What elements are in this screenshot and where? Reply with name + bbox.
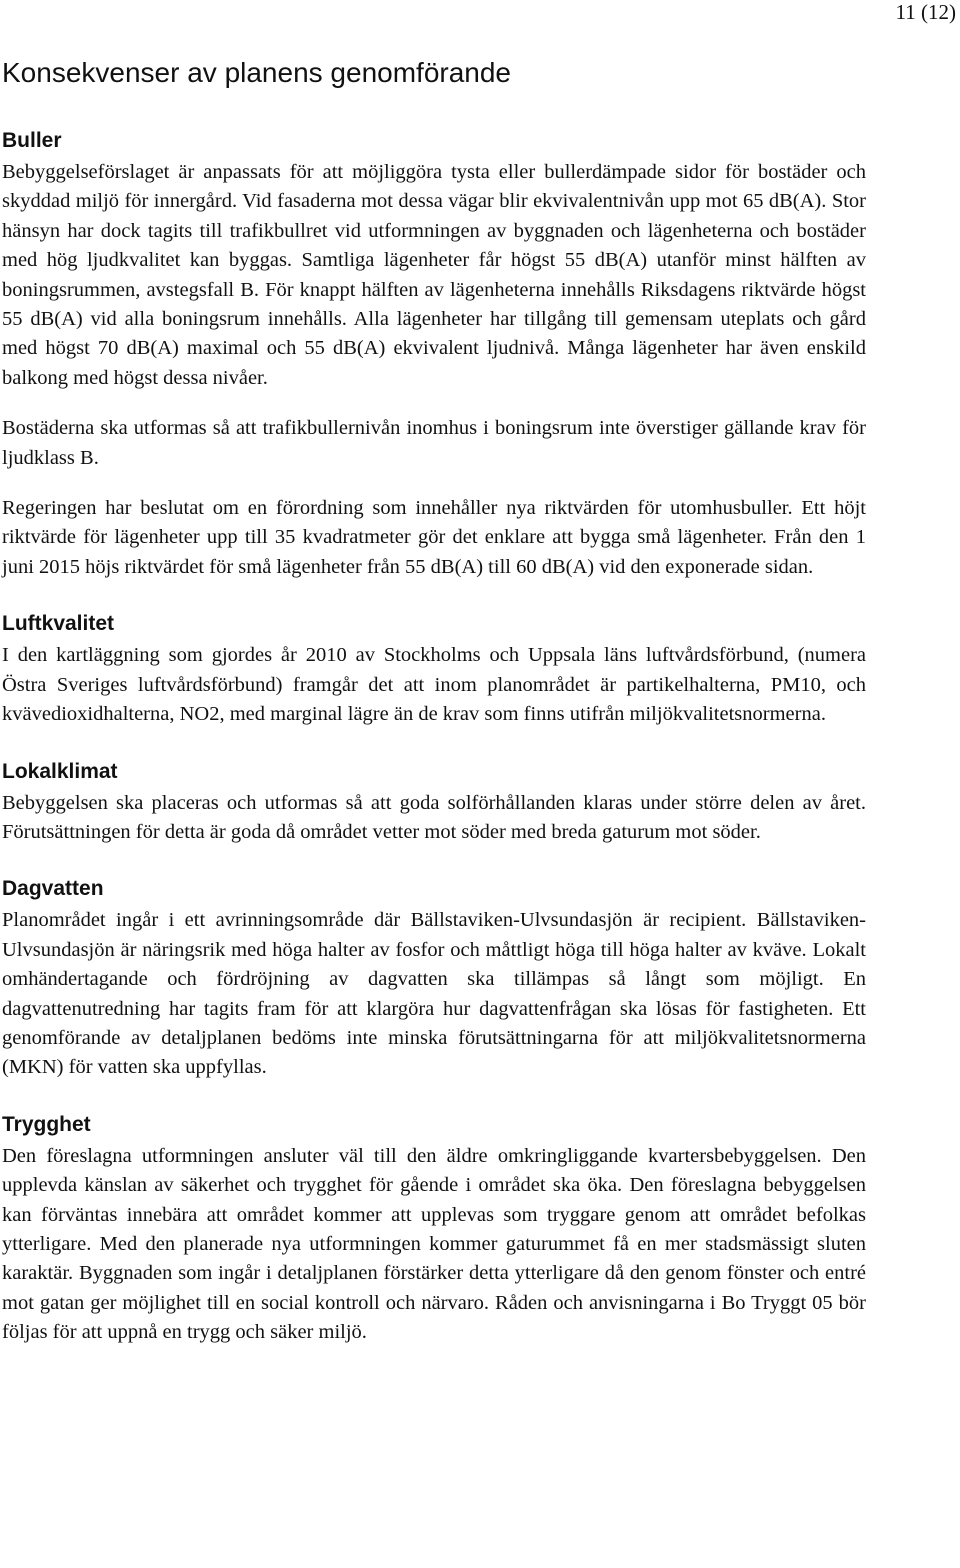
paragraph: Den föreslagna utformningen ansluter väl till den äldre omkringliggande kvartersbebyggelsen. Den upplevda känslan av säkerhet och trygghet för gående i området ska öka. Den föreslagna bebyggelsen kan förväntas innebära att området kommer att upplevas som tryggare genom att området befolkas ytterligare. Med den planerade nya utformningen kommer gaturummet få en mer stadsmässigt sluten karaktär. Byggnaden som ingår i detaljplanen förstärker detta ytterligare då den genom fönster och entré mot gatan ger möjlighet till en social kontroll och närvaro. Råden och anvisningarna i Bo Tryggt 05 bör följas för att uppnå en trygg och säker miljö. [2, 1144, 866, 1344]
section-heading-buller: Buller [2, 129, 62, 152]
document-body [2, 126, 866, 1375]
paragraph: Regeringen har beslutat om en förordning som innehåller nya riktvärden för utomhusbuller. Ett höjt riktvärde för lägenheter upp till 35 kvadratmeter gör det enklare att bygga små lägenheter. Från den 1 juni 2015 höjs riktvärdet för små lägenheter från 55 dB(A) till 60 dB(A) vid den exponerade sidan. [2, 497, 866, 578]
section-heading-lokalklimat: Lokalklimat [2, 759, 118, 783]
paragraph: Bebyggelseförslaget är anpassats för att möjliggöra tysta eller bullerdämpade sidor för bostäder och skyddad miljö för innergård. Vid fasaderna mot dessa vägar blir ekvivalentnivån upp mot 65 dB(A). Stor hänsyn har dock tagits till trafikbullret vid utformningen av byggnaden och lägenheterna och bostäder med hög ljudkvalitet kan byggas. Samtliga lägenheter får högst 55 dB(A) utanför minst hälften av boningsrummen, avstegsfall B. För knappt hälften av lägenheterna innehålls Riksdagens riktvärde högst 55 dB(A) vid alla boningsrum innehålls. Alla lägenheter har tillgång till gemensam uteplats och gård med högst 70 dB(A) maximal och 55 dB(A) ekvivalent ljudnivå. Många lägenheter har även enskild balkong med högst dessa nivåer. [2, 161, 866, 389]
section-heading-dagvatten: Dagvatten [2, 877, 104, 901]
section-luftkvalitet [2, 609, 866, 729]
paragraph: Planområdet ingår i ett avrinningsområde där Bällstaviken-Ulvsundasjön är recipient. Bällstaviken-Ulvsundasjön är näringsrik med höga halter av fosfor och måttligt höga till höga halter av kväve. Lokalt omhändertagande och fördröjning av dagvatten ska tillämpas så långt som möjligt. En dagvattenutredning har tagits fram för att klargöra hur dagvattenfrågan ska lösas för fastigheten. Ett genomförande av detaljplanen bedöms inte minska förutsättningarna för att miljökvalitetsnormerna (MKN) för vatten ska uppfyllas. [2, 909, 866, 1079]
paragraph: Bebyggelsen ska placeras och utformas så att goda solförhållanden klaras under större delen av året. Förutsättningen för detta är goda då området vetter mot söder med breda gaturum mot söder. [2, 791, 866, 843]
section-trygghet [2, 1110, 866, 1348]
page-title: Konsekvenser av planens genomförande [2, 57, 512, 88]
section-heading-luftkvalitet: Luftkvalitet [2, 612, 115, 636]
paragraph: I den kartläggning som gjordes år 2010 av Stockholms och Uppsala läns luftvårdsförbund, (numera Östra Sveriges luftvårdsförbund) framgår det att inom planområdet är partikelhalterna, PM10, och kvävedioxidhalterna, NO2, med marginal lägre än de krav som finns utifrån miljökvalitetsnormerna. [2, 644, 866, 726]
paragraph: Bostäderna ska utformas så att trafikbullernivån inomhus i boningsrum inte överstiger gällande krav för ljudklass B. [2, 417, 866, 469]
section-heading-trygghet: Trygghet [2, 1112, 91, 1136]
section-dagvatten [2, 874, 866, 1082]
section-lokalklimat [2, 757, 866, 848]
page-number: 11 (12) [895, 0, 956, 24]
section-buller [2, 126, 866, 582]
